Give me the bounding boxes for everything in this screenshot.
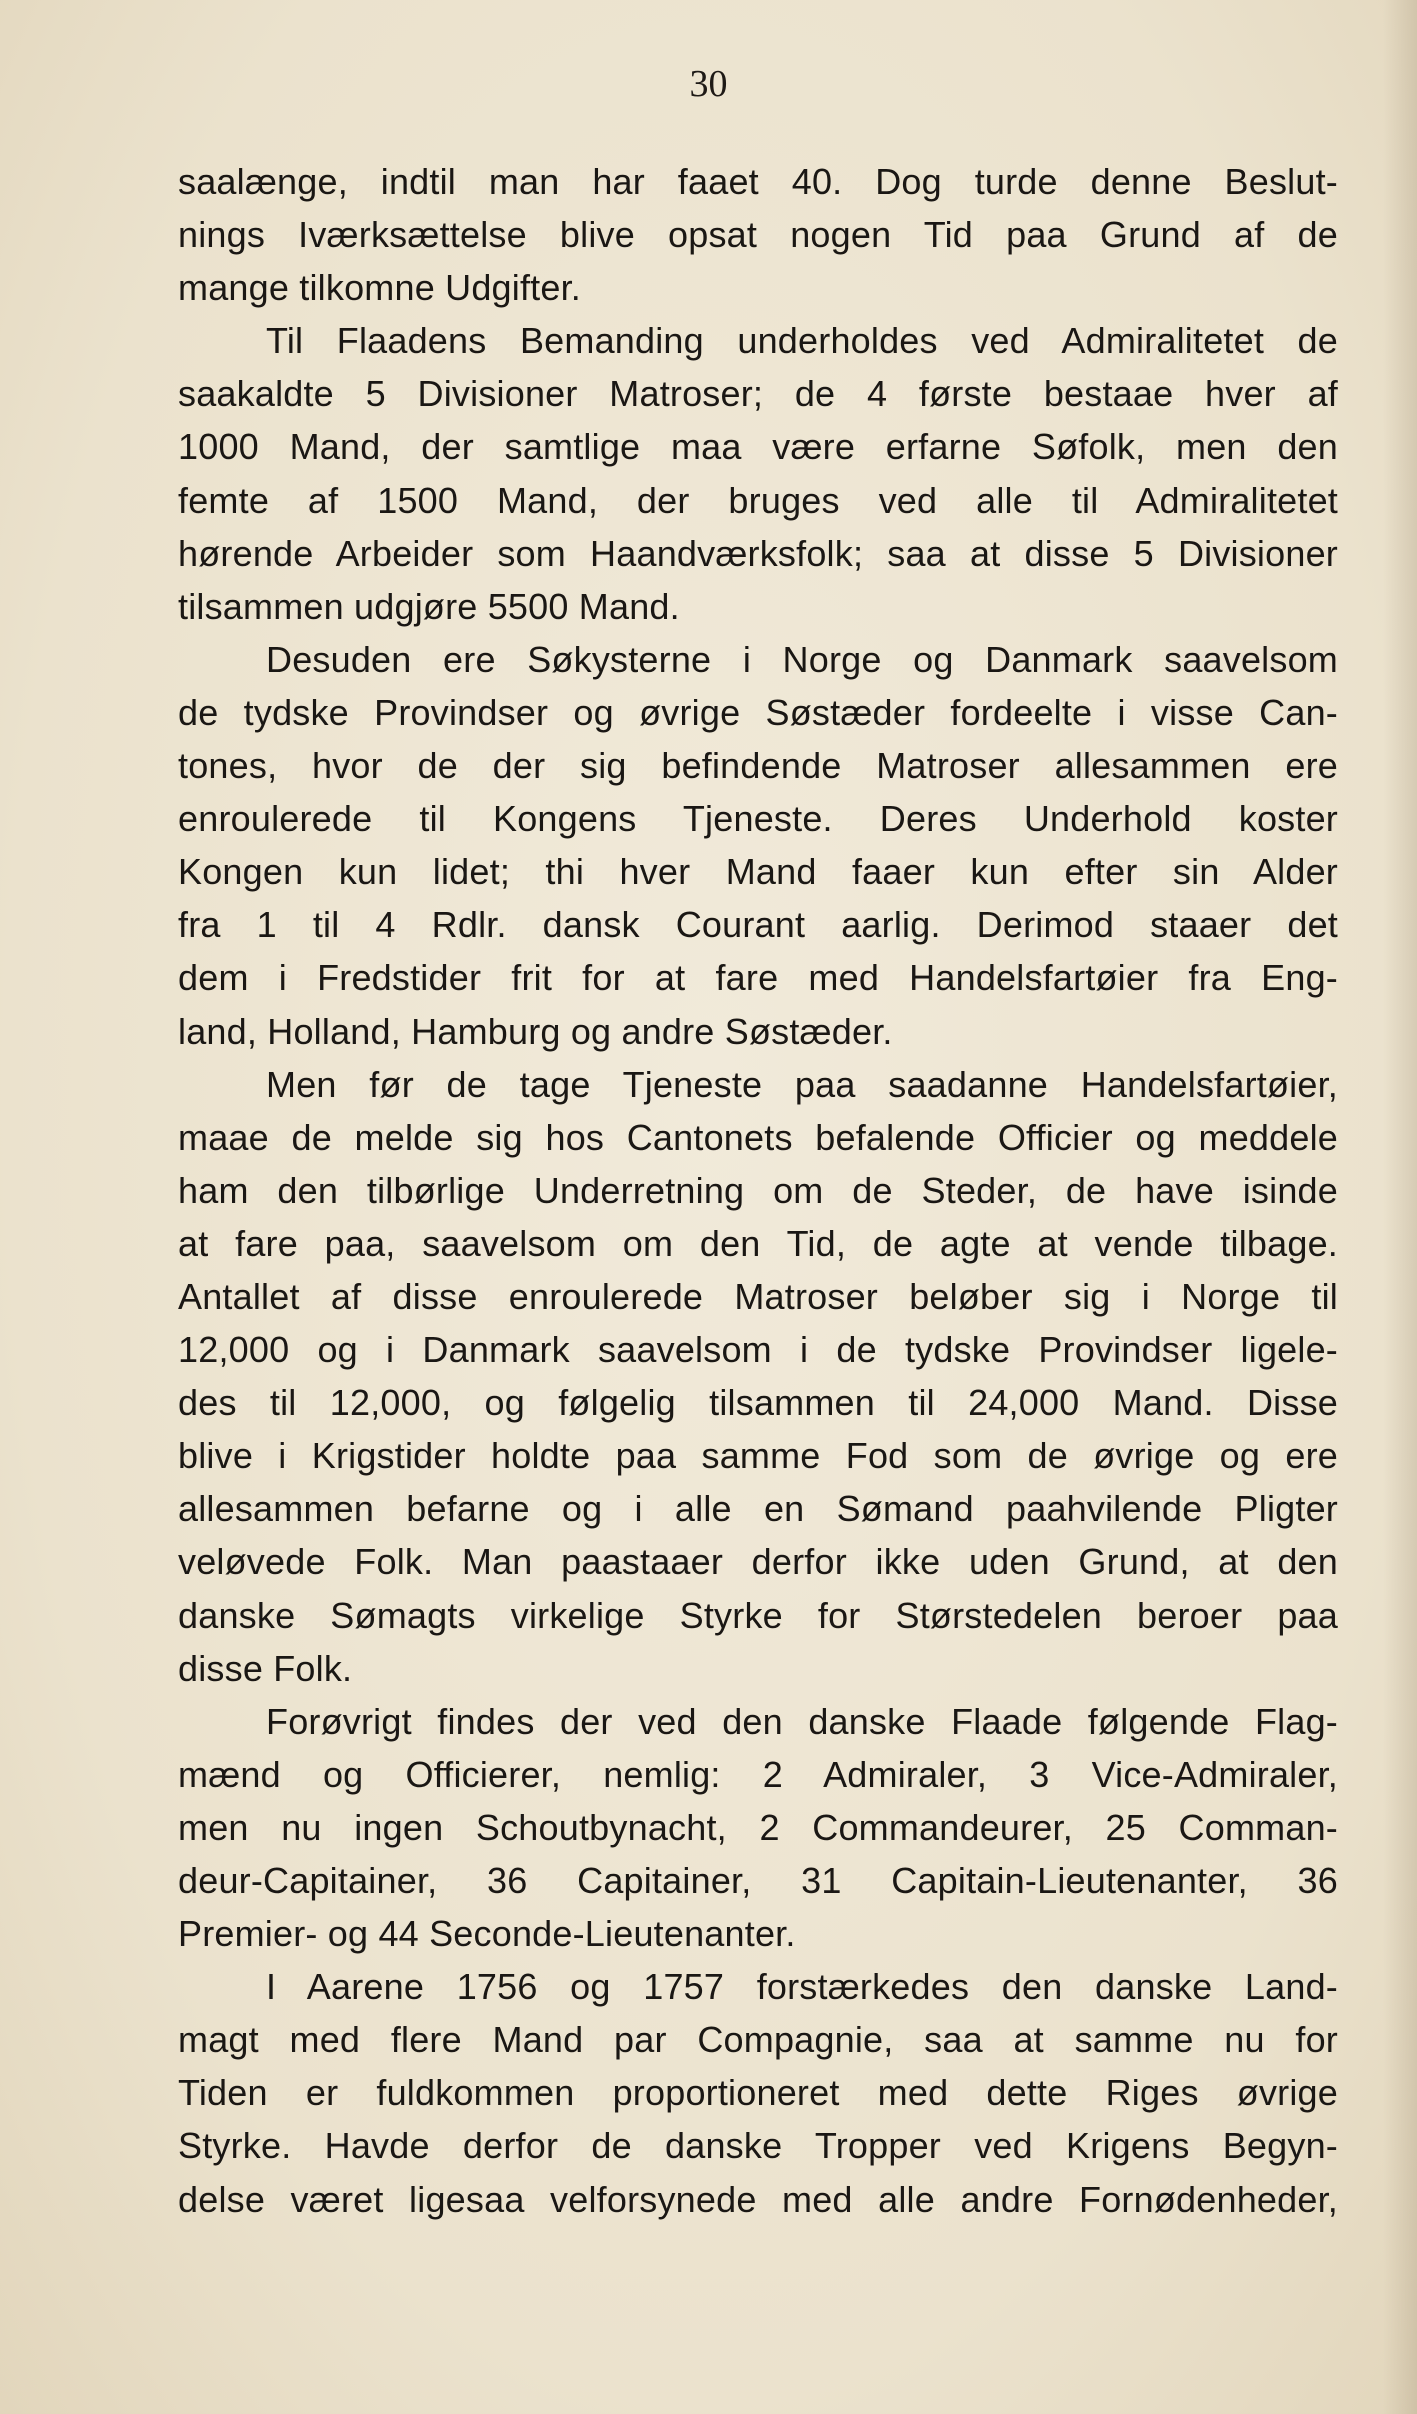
text-line: Forøvrigt findes der ved den danske Flaade følgende Flag- bbox=[266, 1700, 1338, 1742]
text-line: men nu ingen Schoutbynacht, 2 Commandeurer, 25 Comman- bbox=[178, 1806, 1338, 1848]
text-line: at fare paa, saavelsom om den Tid, de agte at vende tilbage. bbox=[178, 1222, 1338, 1264]
text-line: Men før de tage Tjeneste paa saadanne Handelsfartøier, bbox=[266, 1063, 1338, 1105]
text-line: allesammen befarne og i alle en Sømand paahvilende Pligter bbox=[178, 1488, 1338, 1530]
text-line: dem i Fredstider frit for at fare med Handelsfartøier fra Eng- bbox=[178, 957, 1338, 999]
text-line: Premier- og 44 Seconde-Lieutenanter. bbox=[178, 1913, 796, 1955]
text-line: 12,000 og i Danmark saavelsom i de tydske Provindser ligele- bbox=[178, 1329, 1338, 1371]
text-line: hørende Arbeider som Haandværksfolk; saa at disse 5 Divisioner bbox=[178, 532, 1338, 574]
page-number: 30 bbox=[689, 63, 728, 105]
text-line: disse Folk. bbox=[178, 1647, 353, 1689]
text-line: maae de melde sig hos Cantonets befalende Officier og meddele bbox=[178, 1116, 1338, 1158]
text-line: des til 12,000, og følgelig tilsammen til 24,000 Mand. Disse bbox=[178, 1382, 1338, 1424]
text-line: I Aarene 1756 og 1757 forstærkedes den danske Land- bbox=[266, 1966, 1338, 2008]
text-line: Antallet af disse enroulerede Matroser beløber sig i Norge til bbox=[178, 1275, 1338, 1317]
text-line: mange tilkomne Udgifter. bbox=[178, 267, 581, 309]
text-line: Kongen kun lidet; thi hver Mand faaer kun efter sin Alder bbox=[178, 851, 1338, 893]
text-line: tilsammen udgjøre 5500 Mand. bbox=[178, 585, 680, 627]
text-line: mænd og Officierer, nemlig: 2 Admiraler, 3 Vice-Admiraler, bbox=[178, 1753, 1338, 1795]
page-gutter-shadow bbox=[1383, 0, 1417, 2414]
text-line: veløvede Folk. Man paastaaer derfor ikke uden Grund, at den bbox=[178, 1541, 1338, 1583]
text-line: tones, hvor de der sig befindende Matroser allesammen ere bbox=[178, 745, 1338, 787]
text-line: deur-Capitainer, 36 Capitainer, 31 Capitain-Lieutenanter, 36 bbox=[178, 1860, 1338, 1901]
text-line: 1000 Mand, der samtlige maa være erfarne Søfolk, men den bbox=[178, 426, 1338, 468]
text-line: magt med flere Mand par Compagnie, saa at samme nu for bbox=[178, 2019, 1338, 2061]
text-line: enroulerede til Kongens Tjeneste. Deres Underhold koster bbox=[178, 798, 1338, 840]
text-line: delse været ligesaa velforsynede med alle andre Fornødenheder, bbox=[178, 2178, 1338, 2220]
text-line: land, Holland, Hamburg og andre Søstæder. bbox=[178, 1010, 893, 1052]
text-line: fra 1 til 4 Rdlr. dansk Courant aarlig. Derimod staaer det bbox=[178, 904, 1338, 946]
text-line: femte af 1500 Mand, der bruges ved alle til Admiralitetet bbox=[178, 479, 1338, 521]
text-line: saakaldte 5 Divisioner Matroser; de 4 første bestaae hver af bbox=[178, 373, 1338, 415]
body-text bbox=[178, 155, 1338, 2226]
text-line: Til Flaadens Bemanding underholdes ved Admiralitetet de bbox=[266, 320, 1338, 362]
text-line: danske Sømagts virkelige Styrke for Størstedelen beroer paa bbox=[178, 1594, 1338, 1636]
text-line: Desuden ere Søkysterne i Norge og Danmark saavelsom bbox=[266, 638, 1338, 680]
text-line: Tiden er fuldkommen proportioneret med dette Riges øvrige bbox=[178, 2072, 1338, 2114]
text-line: nings Iværksættelse blive opsat nogen Tid paa Grund af de bbox=[178, 214, 1338, 256]
text-line: de tydske Provindser og øvrige Søstæder fordeelte i visse Can- bbox=[178, 691, 1338, 733]
text-line: ham den tilbørlige Underretning om de Steder, de have isinde bbox=[178, 1169, 1338, 1211]
text-line: Styrke. Havde derfor de danske Tropper ved Krigens Begyn- bbox=[178, 2125, 1338, 2167]
text-line: blive i Krigstider holdte paa samme Fod som de øvrige og ere bbox=[178, 1435, 1338, 1477]
text-line: saalænge, indtil man har faaet 40. Dog turde denne Beslut- bbox=[178, 161, 1338, 202]
